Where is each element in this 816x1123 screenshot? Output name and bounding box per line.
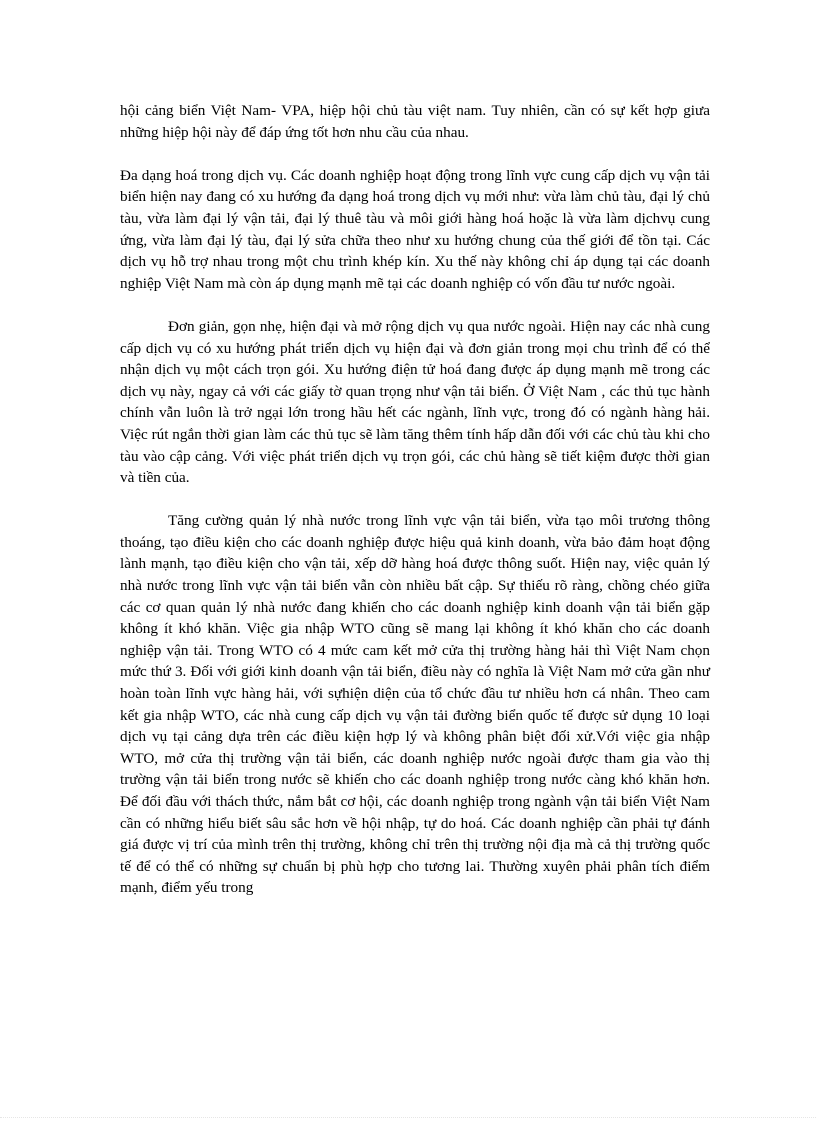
paragraph-simplification-modernization: Đơn giản, gọn nhẹ, hiện đại và mở rộng dịch vụ qua nước ngoài. Hiện nay các nhà cung cấp dịch vụ có xu hướng phát triển dịch vụ hiện đại và đơn giản trong mọi chu trình để có thể nhận dịch vụ một cách trọn gói. Xu hướng điện tử hoá đang được áp dụng mạnh mẽ trong các dịch vụ này, ngay cả với các giấy tờ quan trọng như vận tải biển. Ở Việt Nam , các thủ tục hành chính vẫn luôn là trở ngại lớn trong hầu hết các ngành, lĩnh vực, trong đó có ngành hàng hải. Việc rút ngắn thời gian làm các thủ tục sẽ làm tăng thêm tính hấp dẫn đối với các chủ tàu khi cho tàu vào cập cảng. Với việc phát triển dịch vụ trọn gói, các chủ hàng sẽ tiết kiệm được thời gian và tiền của.	[120, 317, 710, 487]
paragraph-vpa-associations: hội cảng biển Việt Nam- VPA, hiệp hội chủ tàu việt nam. Tuy nhiên, cần có sự kết hợp giưa những hiệp hội này để đáp ứng tốt hơn nhu cầu của nhau.	[120, 102, 710, 141]
page-bottom-divider	[0, 1117, 816, 1118]
paragraph-service-diversification: Đa dạng hoá trong dịch vụ. Các doanh nghiệp hoạt động trong lĩnh vực cung cấp dịch vụ vận tải biển hiện nay đang có xu hướng đa dạng hoá trong dịch vụ mới như: vừa làm chủ tàu, đại lý chủ tàu, vừa làm đại lý vận tải, đại lý thuê tàu và môi giới hàng hoá hoặc là vừa làm dịchvụ cung ứng, vừa làm đại lý tàu, đại lý sửa chữa theo như xu hướng chung của thế giới để tồn tại. Các dịch vụ hỗ trợ nhau trong một chu trình khép kín. Xu thế này không chỉ áp dụng tại các doanh nghiệp Việt Nam mà còn áp dụng mạnh mẽ tại các doanh nghiệp có vốn đầu tư nước ngoài.	[120, 166, 710, 292]
paragraph-state-management: Tăng cường quản lý nhà nước trong lĩnh vực vận tải biển, vừa tạo môi trương thông thoáng, tạo điều kiện cho các doanh nghiệp được hiệu quả kinh doanh, vừa bảo đảm hoạt động lành mạnh, tạo điều kiện cho vận tải, xếp dỡ hàng hoá được thông suốt. Hiện nay, việc quản lý nhà nước trong lĩnh vực vận tải biển vẫn còn nhiều bất cập. Sự thiếu rõ ràng, chồng chéo giữa các cơ quan quản lý nhà nước đang khiến cho các doanh nghiệp kinh doanh vận tải biển gặp không ít khó khăn. Việc gia nhập WTO cũng sẽ mang lại không ít khó khăn cho các doanh nghiệp vận tải. Trong WTO có 4 mức cam kết mở cửa thị trường hàng hải thì Việt Nam chọn mức thứ 3. Đối với giới kinh doanh vận tải biển, điều này có nghĩa là Việt Nam mở cửa gần như hoàn toàn lĩnh vực hàng hải, với sựhiện diện của tổ chức đầu tư nhiều hơn cá nhân. Theo cam kết gia nhập WTO, các nhà cung cấp dịch vụ vận tải đường biển quốc tế được sử dụng 10 loại dịch vụ tại cảng dựa trên các điều kiện hợp lý và không phân biệt đối xử.Với việc gia nhập WTO, mở cửa thị trường vận tải biển, các doanh nghiệp nước ngoài được tham gia vào thị trường vận tải biển trong nước sẽ khiến cho các doanh nghiệp trong nước càng khó khăn hơn. Để đối đầu với thách thức, nắm bắt cơ hội, các doanh nghiệp trong ngành vận tải biển Việt Nam cần có những hiểu biết sâu sắc hơn về hội nhập, tự do hoá. Các doanh nghiệp cần phải tự đánh giá được vị trí của mình trên thị trường, không chỉ trên thị trường nội địa mà cả thị trường quốc tế để có thể có những sự chuẩn bị phù hợp cho tương lai. Thường xuyên phải phân tích điểm mạnh, điểm yếu trong	[120, 512, 710, 897]
document-body	[120, 100, 710, 899]
